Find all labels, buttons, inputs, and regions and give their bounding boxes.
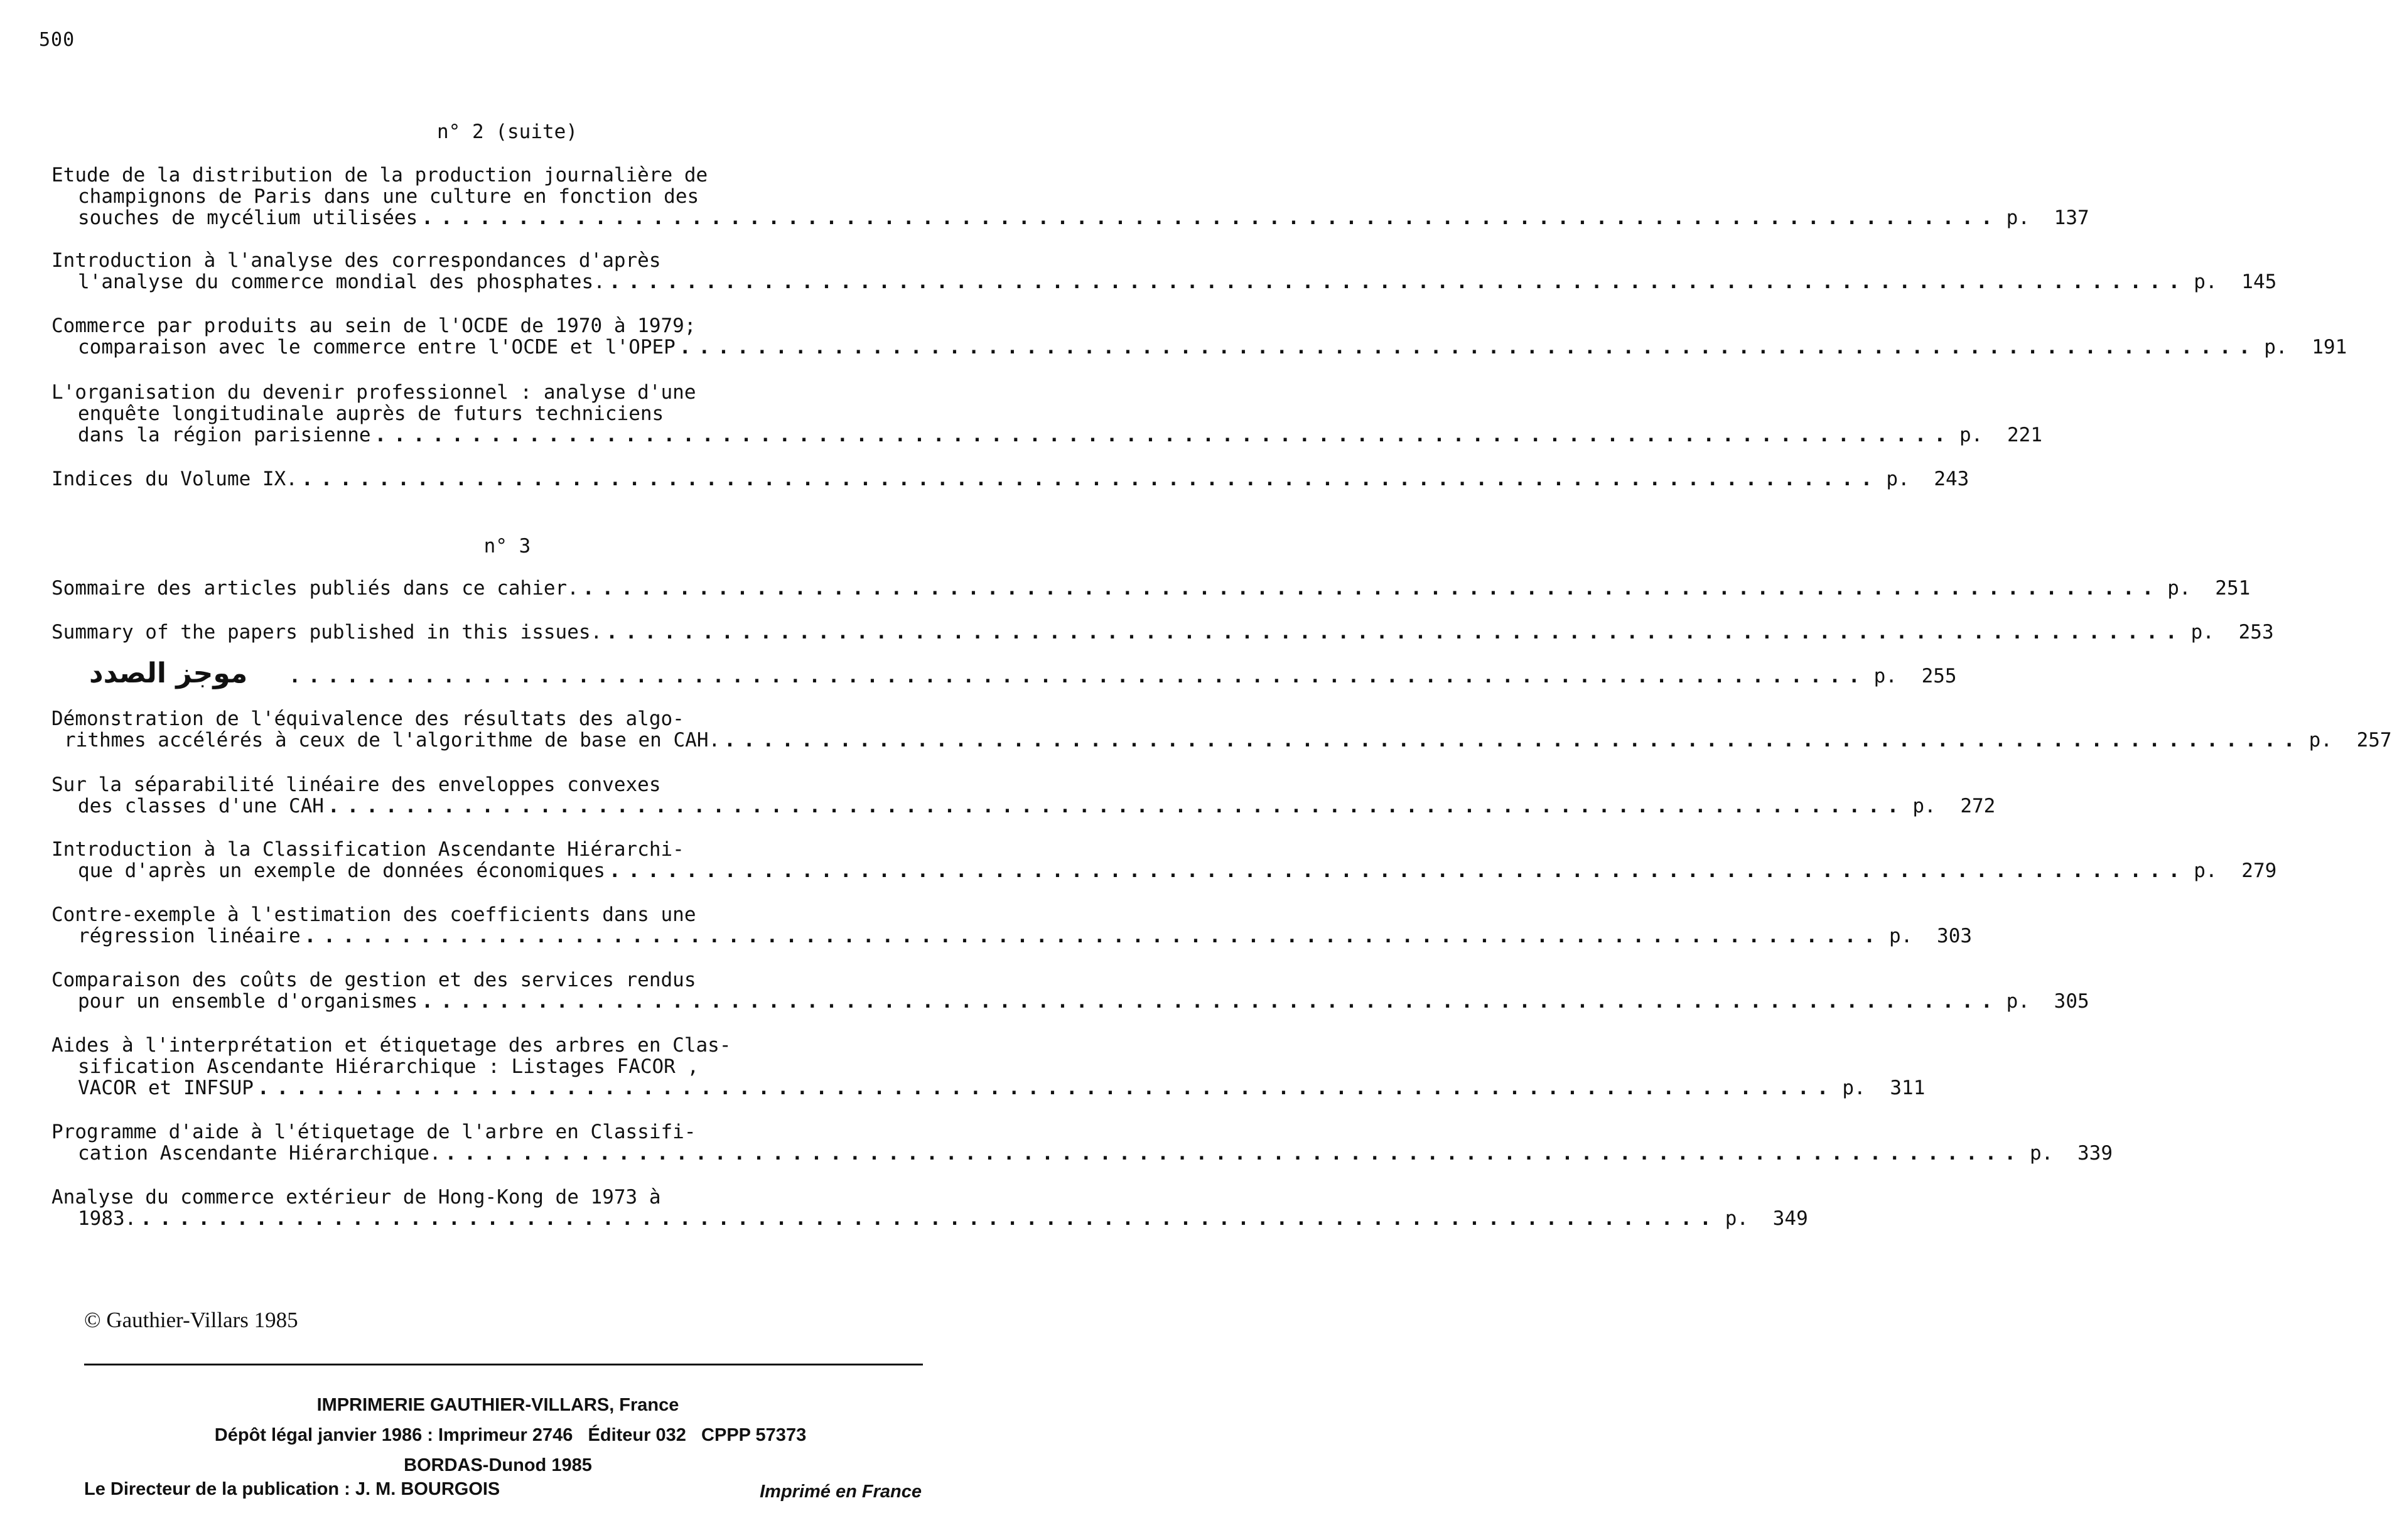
toc-entry-title-end: Sommaire des articles publiés dans ce cahier. xyxy=(51,577,579,600)
toc-entry-title-line: sification Ascendante Hiérarchique : Listages FACOR , xyxy=(78,1055,699,1078)
toc-entry-title-line: champignons de Paris dans une culture en fonction des xyxy=(78,185,699,208)
toc-entry-title-line: L'organisation du devenir professionnel : analyse d'une xyxy=(51,381,696,404)
dot-leader: .................................................................................. xyxy=(421,990,2000,1013)
page-ref: 305 xyxy=(2054,990,2089,1013)
imprint-printed-in: Imprimé en France xyxy=(760,1482,922,1502)
toc-entry-title-end: 1983. xyxy=(78,1207,137,1230)
section-heading-3: n° 3 xyxy=(483,535,531,557)
toc-entry-last-line xyxy=(51,990,2089,1013)
dot-leader: .................................................................................. xyxy=(140,1207,1719,1230)
toc-entry-last-line xyxy=(51,207,2089,229)
toc-entry xyxy=(51,381,2043,446)
toc-entry-title-end: dans la région parisienne xyxy=(78,424,371,446)
page-ref: 253 xyxy=(2238,621,2274,643)
dot-leader: .................................................................................. xyxy=(679,336,2258,358)
toc-entry xyxy=(51,708,2392,751)
toc-entry-last-line xyxy=(51,1077,1926,1099)
dot-leader: .................................................................................. xyxy=(374,424,1954,446)
page-ref: 311 xyxy=(1890,1077,1926,1099)
page-label: p. xyxy=(2264,336,2288,358)
page-ref: 137 xyxy=(2054,207,2089,229)
imprint-legal-deposit: Dépôt légal janvier 1986 : Imprimeur 2746 Éditeur 032 CPPP 57373 xyxy=(214,1425,807,1445)
page-ref: 191 xyxy=(2312,336,2347,358)
page-ref: 221 xyxy=(2007,424,2043,446)
toc-entry xyxy=(51,1186,1808,1230)
page-label: p. xyxy=(2006,207,2030,229)
toc-entry-title-line: Etude de la distribution de la production journalière de xyxy=(51,164,708,186)
toc-entry-title-line: enquête longitudinale auprès de futurs techniciens xyxy=(78,402,664,425)
toc-entry-title-line: Sur la séparabilité linéaire des enveloppes convexes xyxy=(51,773,661,796)
toc-entry xyxy=(51,164,2089,229)
page-label: p. xyxy=(2006,990,2030,1013)
toc-entry-title-line: Analyse du commerce extérieur de Hong-Kong de 1973 à xyxy=(51,1186,661,1209)
toc-entry xyxy=(51,1121,2113,1165)
toc-entry-title-end: rithmes accélérés à ceux de l'algorithme de base en CAH. xyxy=(64,729,721,751)
toc-entry-title-line: Programme d'aide à l'étiquetage de l'arbre en Classifi- xyxy=(51,1121,696,1143)
toc-entry-title-line: Comparaison des coûts de gestion et des services rendus xyxy=(51,969,696,991)
toc-entry-last-line xyxy=(51,859,2277,882)
toc-entry-title-end: pour un ensemble d'organismes xyxy=(78,990,418,1013)
toc-entry xyxy=(51,315,2347,358)
page-label: p. xyxy=(2194,271,2217,293)
toc-entry-last-line xyxy=(51,1142,2113,1165)
page-ref: 257 xyxy=(2356,729,2392,751)
toc-entry-title-line: Contre-exemple à l'estimation des coefficients dans une xyxy=(51,903,696,926)
toc-entry xyxy=(51,838,2277,882)
dot-leader: .................................................................................. xyxy=(444,1142,2023,1165)
toc-entry xyxy=(51,1034,1926,1099)
imprint-director: Le Directeur de la publication : J. M. BOURGOIS xyxy=(84,1479,500,1499)
imprint-printer: IMPRIMERIE GAUTHIER-VILLARS, France xyxy=(316,1395,679,1415)
horizontal-rule xyxy=(84,1364,923,1365)
dot-leader: .................................................................................. xyxy=(606,621,2185,643)
dot-leader: .................................................................................. xyxy=(304,925,1883,947)
page-label: p. xyxy=(1725,1207,1749,1230)
page-label: p. xyxy=(2194,859,2217,882)
toc-entry-title-end: régression linéaire xyxy=(78,925,301,947)
dot-leader: .................................................................................. xyxy=(257,1077,1836,1099)
toc-entry-title-end: que d'après un exemple de données économiques xyxy=(78,859,605,882)
page-label: p. xyxy=(1889,925,1913,947)
toc-entry-last-line xyxy=(51,1207,1808,1230)
toc-entry xyxy=(51,773,1996,817)
copyright-notice: © Gauthier-Villars 1985 xyxy=(84,1308,298,1332)
toc-entry-last-line xyxy=(51,729,2392,751)
toc-entry-title-end: Summary of the papers published in this issues. xyxy=(51,621,603,643)
toc-entry-last-line xyxy=(51,795,1996,817)
toc-entry-title-line: Démonstration de l'équivalence des résultats des algo- xyxy=(51,708,684,730)
dot-leader: .................................................................................. xyxy=(608,859,2188,882)
toc-entry-title-line: Aides à l'interprétation et étiquetage des arbres en Clas- xyxy=(51,1034,731,1057)
toc-entry-title-line: Commerce par produits au sein de l'OCDE de 1970 à 1979; xyxy=(51,315,696,337)
dot-leader: .................................................................................. xyxy=(421,207,2000,229)
toc-entry-title-end: l'analyse du commerce mondial des phosphates. xyxy=(78,271,605,293)
toc-entry-last-line xyxy=(51,577,2251,600)
page-label: p. xyxy=(1842,1077,1866,1099)
page-ref: 272 xyxy=(1960,795,1996,817)
dot-leader: .................................................................................. xyxy=(608,271,2188,293)
toc-entry-title-end: comparaison avec le commerce entre l'OCDE et l'OPEP xyxy=(78,336,676,358)
toc-entry-last-line xyxy=(51,657,1957,689)
dot-leader: .................................................................................. xyxy=(327,795,1907,817)
page-number: 500 xyxy=(39,29,75,51)
page-ref: 251 xyxy=(2215,577,2251,600)
page-label: p. xyxy=(2167,577,2191,600)
toc-entry-title-line: Introduction à l'analyse des correspondances d'après xyxy=(51,249,661,272)
toc-entry-last-line xyxy=(51,468,1969,490)
toc-entry-last-line xyxy=(51,621,2274,643)
toc-entry-title-line: Introduction à la Classification Ascendante Hiérarchi- xyxy=(51,838,684,861)
toc-entry-last-line xyxy=(51,925,1973,947)
page-ref: 339 xyxy=(2077,1142,2113,1165)
toc-entry-last-line xyxy=(51,271,2277,293)
toc-entry-title-end: VACOR et INFSUP xyxy=(78,1077,254,1099)
section-heading-2: n° 2 (suite) xyxy=(437,121,578,143)
toc-entry-title-end: Indices du Volume IX. xyxy=(51,468,298,490)
toc-entry xyxy=(51,621,2274,643)
toc-entry-title-end: des classes d'une CAH xyxy=(78,795,324,817)
toc-entry-title-end: cation Ascendante Hiérarchique. xyxy=(78,1142,441,1165)
page-label: p. xyxy=(2308,729,2332,751)
dot-leader: .................................................................................. xyxy=(289,665,1868,687)
toc-entry xyxy=(51,468,1969,490)
page-ref: 303 xyxy=(1937,925,1973,947)
toc-entry xyxy=(51,969,2089,1013)
page-label: p. xyxy=(1912,795,1936,817)
page-label: p. xyxy=(2030,1142,2054,1165)
page-ref: 243 xyxy=(1934,468,1969,490)
toc-entry-title-end: souches de mycélium utilisées xyxy=(78,207,418,229)
toc-entry xyxy=(51,577,2251,600)
page-ref: 255 xyxy=(1921,665,1957,687)
toc-entry-last-line xyxy=(51,424,2043,446)
toc-entry xyxy=(51,249,2277,293)
arabic-summary-title: موجز الصدد xyxy=(89,657,248,689)
page-ref: 349 xyxy=(1772,1207,1808,1230)
dot-leader: .................................................................................. xyxy=(301,468,1880,490)
page-label: p. xyxy=(2190,621,2214,643)
page-label: p. xyxy=(1873,665,1897,687)
toc-entry xyxy=(51,903,1973,947)
dot-leader: .................................................................................. xyxy=(724,729,2303,751)
toc-entry-last-line xyxy=(51,336,2347,358)
page-ref: 145 xyxy=(2241,271,2277,293)
page-label: p. xyxy=(1959,424,1983,446)
dot-leader: .................................................................................. xyxy=(582,577,2162,600)
imprint-publisher: BORDAS-Dunod 1985 xyxy=(404,1455,592,1475)
page-ref: 279 xyxy=(2241,859,2277,882)
page-label: p. xyxy=(1886,468,1910,490)
toc-entry xyxy=(51,657,1957,689)
